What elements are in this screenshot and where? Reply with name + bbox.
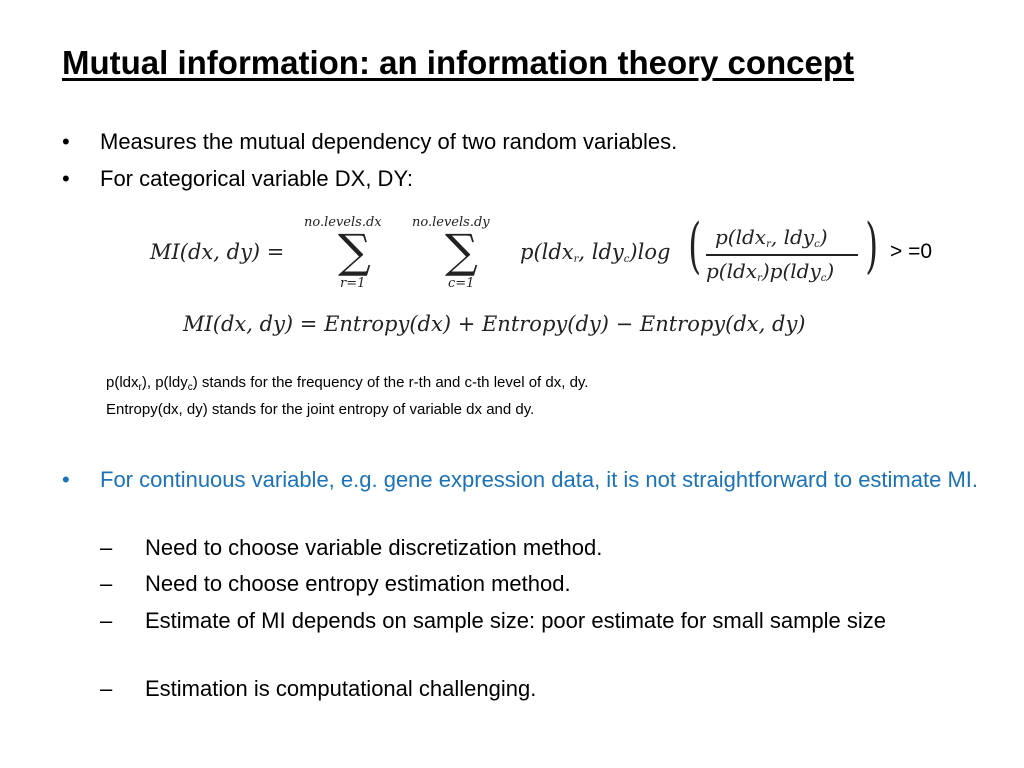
left-paren: ( — [688, 211, 702, 281]
fraction-numerator: p(ldx$_r$, ldy$_c$) — [715, 225, 828, 250]
subbullet-symbol: – — [100, 676, 113, 701]
subbullet-symbol: – — [100, 535, 113, 560]
subbullet-symbol: – — [100, 571, 113, 596]
subbullet-text: Need to choose variable discretization method. — [145, 535, 603, 560]
note-joint-entropy: Entropy(dx, dy) stands for the joint entropy of variable dx and dy. — [106, 401, 535, 418]
joint-probability-term: p(ldx$_r$, ldy$_c$)log — [520, 240, 671, 265]
sum2-lower-limit: c=1 — [448, 276, 475, 291]
formula-condition: > =0 — [890, 240, 933, 263]
bullet-symbol: • — [62, 467, 70, 492]
subbullet-text: Estimate of MI depends on sample size: poor estimate for small sample size — [145, 608, 886, 633]
bullet-symbol: • — [62, 166, 70, 191]
subbullet-symbol: – — [100, 608, 113, 633]
bullet-text: Measures the mutual dependency of two random variables. — [100, 129, 678, 154]
sum2-upper-limit: no.levels.dy — [412, 215, 490, 230]
entropy-formula: MI(dx, dy) = Entropy(dx) + Entropy(dy) − Entropy(dx, dy) — [183, 312, 806, 336]
sum1-upper-limit: no.levels.dx — [304, 215, 382, 230]
note-frequency: p(ldx$_r$), p(ldy$_c$) stands for the frequency of the r-th and c-th level of dx, dy. — [106, 374, 589, 393]
right-paren: ) — [865, 211, 879, 281]
sum1-lower-limit: r=1 — [340, 276, 366, 291]
bullet-text: For categorical variable DX, DY: — [100, 166, 414, 191]
slide-title: Mutual information: an information theory concept — [62, 44, 854, 81]
fraction-bar — [706, 254, 858, 256]
fraction-denominator: p(ldx$_r$)p(ldy$_c$) — [706, 259, 835, 284]
sum1-symbol: ∑ — [338, 224, 371, 278]
subbullet-text: Need to choose entropy estimation method. — [145, 571, 571, 596]
sum2-symbol: ∑ — [445, 224, 478, 278]
formula-lhs: MI(dx, dy) = — [150, 240, 285, 264]
bullet-text: For continuous variable, e.g. gene expression data, it is not straightforward to estimate MI. — [100, 467, 979, 492]
bullet-symbol: • — [62, 129, 70, 154]
subbullet-text: Estimation is computational challenging. — [145, 676, 537, 701]
